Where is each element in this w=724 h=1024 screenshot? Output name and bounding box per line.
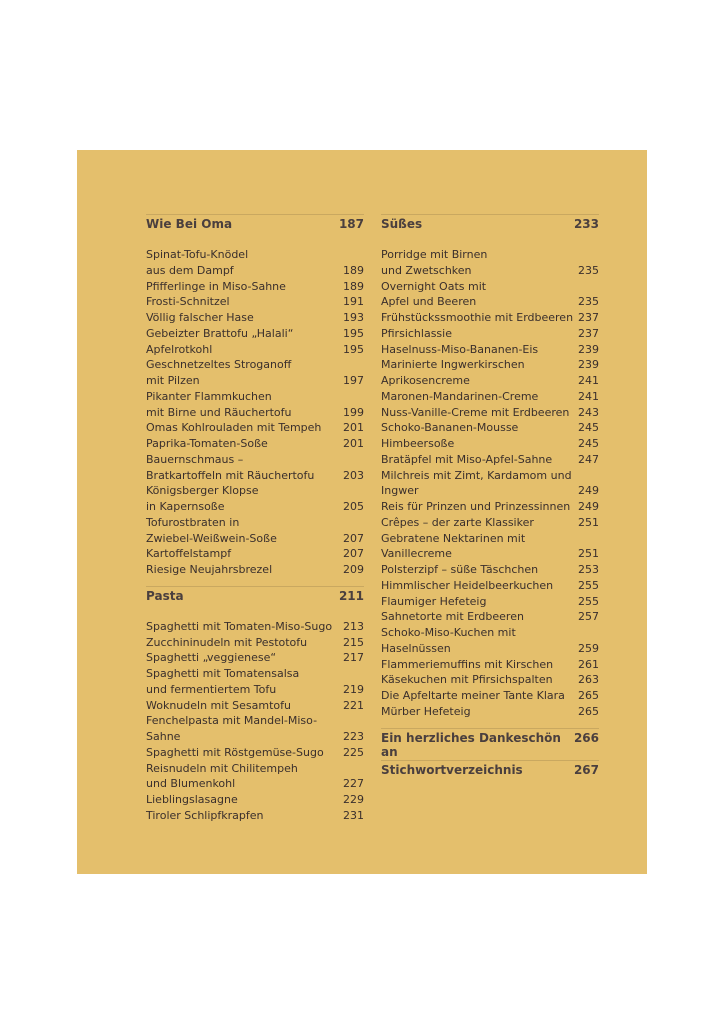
entry-title — [146, 619, 332, 635]
entry-title — [381, 657, 553, 673]
entry-title — [381, 688, 565, 704]
entry-page-number: 259 — [578, 641, 599, 655]
entry-title-line: Zucchininudeln mit Pestotofu — [146, 635, 308, 649]
section-title: Wie Bei Oma — [146, 217, 233, 231]
entry-page-number: 209 — [343, 563, 364, 576]
entry-title — [381, 672, 553, 688]
toc-entry[interactable] — [381, 688, 599, 704]
toc-entry[interactable] — [146, 294, 364, 310]
toc-section-ein-herzliches-dankescho-n-an — [381, 728, 599, 759]
entry-page-number: 201 — [343, 437, 364, 450]
entry-title — [381, 420, 518, 436]
toc-entry[interactable] — [381, 342, 599, 358]
toc-entry[interactable] — [146, 698, 364, 714]
entry-title-line: Die Apfeltarte meiner Tante Klara — [381, 689, 565, 702]
entry-title — [381, 247, 487, 279]
toc-entry[interactable] — [146, 713, 364, 745]
entry-title-line: Sahne — [146, 730, 181, 743]
entry-page-number: 239 — [578, 342, 599, 356]
toc-entry[interactable] — [146, 420, 364, 436]
section-page-number: 233 — [573, 217, 599, 231]
entry-title-line: Tofurostbraten in — [146, 515, 240, 529]
entry-page-number: 189 — [343, 263, 364, 277]
toc-entry[interactable] — [146, 389, 364, 421]
section-page-number: 211 — [338, 588, 364, 603]
toc-entry[interactable] — [381, 326, 599, 342]
entry-page-number: 207 — [343, 547, 364, 561]
entry-title-line: Spaghetti mit Tomatensalsa — [146, 667, 300, 680]
entry-page-number: 199 — [343, 405, 364, 419]
entry-title-line: Pikanter Flammkuchen — [146, 389, 272, 403]
section-heading[interactable] — [381, 728, 599, 759]
entry-page-number: 235 — [578, 295, 599, 309]
entry-title-line: Bratkartoffeln mit Räuchertofu — [146, 468, 315, 482]
entry-title — [146, 635, 307, 651]
entry-title-line: Bratäpfel mit Miso-Apfel-Sahne — [381, 452, 553, 466]
section-heading[interactable] — [146, 214, 364, 238]
entry-title — [381, 515, 534, 531]
entry-title-line: Käsekuchen mit Pfirsichspalten — [381, 673, 553, 687]
toc-entry[interactable] — [381, 420, 599, 436]
toc-entry[interactable] — [146, 761, 364, 793]
entry-title — [381, 342, 538, 358]
entry-page-number: 217 — [343, 651, 364, 665]
section-page-number: 266 — [573, 730, 599, 745]
entry-title-line: Schoko-Bananen-Mousse — [381, 421, 519, 435]
toc-entry[interactable] — [146, 635, 364, 651]
toc-entry[interactable] — [146, 436, 364, 452]
entry-title — [381, 468, 572, 500]
entry-title-line: und fermentiertem Tofu — [146, 682, 277, 696]
entry-title-line: Tiroler Schlipfkrapfen — [146, 808, 264, 822]
entry-title-line: Spaghetti mit Tomaten-Miso-Sugo — [146, 619, 333, 633]
entry-title — [381, 499, 570, 515]
entry-page-number: 245 — [578, 437, 599, 450]
toc-entry[interactable] — [381, 562, 599, 578]
entry-page-number: 227 — [343, 777, 364, 791]
entry-page-number: 207 — [343, 531, 364, 545]
toc-section-pasta — [146, 586, 364, 824]
entry-title — [381, 609, 524, 625]
entry-title — [146, 420, 321, 436]
entry-title-line: Himmlischer Heidelbeerkuchen — [381, 578, 554, 592]
section-title: Stichwortverzeichnis — [381, 762, 523, 777]
entry-page-number: 255 — [578, 594, 599, 608]
entry-title-line: Bauernschmaus – — [146, 452, 244, 466]
entry-title-line: Flammeriemuffins mit Kirschen — [381, 657, 554, 671]
toc-entry[interactable] — [381, 672, 599, 688]
entry-page-number: 231 — [343, 808, 364, 822]
entry-title-line: Frosti-Schnitzel — [146, 295, 230, 309]
toc-entry[interactable] — [146, 792, 364, 808]
toc-entry[interactable] — [146, 515, 364, 547]
entry-page-number: 213 — [343, 619, 364, 633]
entry-page-number: 241 — [578, 374, 599, 387]
entry-title-line: Haselnuss-Miso-Bananen-Eis — [381, 342, 539, 356]
entry-page-number: 247 — [578, 452, 599, 466]
toc-entry[interactable] — [146, 452, 364, 484]
toc-entry[interactable] — [381, 405, 599, 421]
toc-entry[interactable] — [381, 279, 599, 311]
toc-entry[interactable] — [146, 279, 364, 295]
entry-page-number: 265 — [578, 704, 599, 718]
entry-page-number: 197 — [343, 374, 364, 387]
entry-title-line: Lieblingslasagne — [146, 793, 238, 806]
entry-title-line: Omas Kohlrouladen mit Tempeh — [146, 421, 322, 435]
entry-page-number: 251 — [578, 515, 599, 529]
section-title: Süßes — [381, 217, 423, 231]
toc-entry[interactable] — [381, 704, 599, 720]
entry-title-line: Aprikosencreme — [381, 374, 470, 387]
toc-entry[interactable] — [381, 373, 599, 389]
toc-entry[interactable] — [381, 499, 599, 515]
toc-entry[interactable] — [381, 515, 599, 531]
entry-title-line: Crêpes – der zarte Klassiker — [381, 515, 534, 529]
toc-entry[interactable] — [381, 468, 599, 500]
entry-title — [146, 761, 298, 793]
entry-title-line: Polsterzipf – süße Täschchen — [381, 563, 539, 576]
entry-title-line: Marinierte Ingwerkirschen — [381, 358, 525, 372]
entry-title — [146, 294, 230, 310]
entry-title — [146, 436, 268, 452]
entry-page-number: 243 — [578, 405, 599, 419]
entry-title-line: Spaghetti „veggienese“ — [146, 651, 277, 665]
section-heading[interactable] — [381, 214, 599, 238]
toc-section-su-es — [381, 214, 599, 720]
entry-title-line: Sahnetorte mit Erdbeeren — [381, 610, 524, 624]
entry-title — [381, 389, 538, 405]
entry-title-line: Vanillecreme — [381, 547, 452, 561]
entry-title-line: Pfifferlinge in Miso-Sahne — [146, 279, 286, 293]
entry-page-number: 189 — [343, 279, 364, 293]
entry-title — [381, 373, 470, 389]
entry-page-number: 241 — [578, 389, 599, 403]
entry-page-number: 237 — [578, 311, 599, 324]
entry-title — [146, 279, 286, 295]
section-heading[interactable] — [381, 760, 599, 784]
entry-title — [381, 326, 452, 342]
toc-entry[interactable] — [146, 326, 364, 342]
entry-title-line: Woknudeln mit Sesamtofu — [146, 698, 291, 712]
entry-title-line: Königsberger Klopse — [146, 484, 259, 498]
toc-entry[interactable] — [146, 562, 364, 578]
entry-title-line: Fenchelpasta mit Mandel-Miso- — [146, 714, 318, 728]
entry-page-number: 229 — [343, 793, 364, 806]
section-title: Ein herzliches Dankeschön an — [381, 730, 561, 759]
entry-title — [146, 483, 258, 515]
entry-title — [146, 389, 291, 421]
entry-title-line: Zwiebel-Weißwein-Soße — [146, 531, 277, 545]
entry-title-line: und Zwetschken — [381, 263, 472, 277]
entry-title — [381, 578, 553, 594]
toc-entry[interactable] — [146, 650, 364, 666]
entry-title-line: Schoko-Miso-Kuchen mit — [381, 626, 516, 639]
toc-entry[interactable] — [381, 452, 599, 468]
entry-title — [381, 436, 454, 452]
toc-entry[interactable] — [381, 389, 599, 405]
toc-entry[interactable] — [146, 619, 364, 635]
toc-entry[interactable] — [381, 594, 599, 610]
entry-title — [146, 310, 254, 326]
toc-entry[interactable] — [381, 578, 599, 594]
entry-title-line: Riesige Neujahrsbrezel — [146, 563, 273, 576]
entry-page-number: 261 — [578, 657, 599, 671]
toc-section-stichwortverzeichnis — [381, 760, 599, 784]
entry-title — [146, 515, 277, 547]
entry-page-number: 205 — [343, 500, 364, 513]
toc-entry[interactable] — [381, 657, 599, 673]
toc-entry[interactable] — [146, 342, 364, 358]
entry-title — [381, 452, 552, 468]
entry-title — [146, 698, 291, 714]
toc-entry[interactable] — [381, 436, 599, 452]
entry-title — [381, 531, 525, 563]
toc-entry[interactable] — [146, 357, 364, 389]
entry-page-number: 223 — [343, 730, 364, 743]
toc-entry[interactable] — [146, 666, 364, 698]
entry-title-line: mit Pilzen — [146, 374, 200, 387]
entry-title-line: Reis für Prinzen und Prinzessinnen — [381, 500, 571, 513]
toc-entry[interactable] — [146, 310, 364, 326]
toc-entry[interactable] — [146, 808, 364, 824]
entry-page-number: 203 — [343, 468, 364, 482]
entry-title-line: Apfelrotkohl — [146, 342, 213, 356]
entry-title-line: Spinat-Tofu-Knödel — [146, 248, 249, 261]
toc-entry[interactable] — [146, 745, 364, 761]
entry-title — [381, 562, 538, 578]
toc-entry[interactable] — [381, 625, 599, 657]
entry-title-line: Frühstückssmoothie mit Erdbeeren — [381, 311, 574, 324]
entry-title — [381, 279, 486, 311]
entry-page-number: 253 — [578, 563, 599, 576]
entry-title — [146, 546, 231, 562]
entry-page-number: 221 — [343, 698, 364, 712]
entry-page-number: 219 — [343, 682, 364, 696]
entry-page-number: 255 — [578, 578, 599, 592]
entry-title-line: Milchreis mit Zimt, Kardamom und — [381, 468, 572, 482]
entry-title — [146, 326, 293, 342]
entry-page-number: 237 — [578, 326, 599, 340]
entry-title-line: Overnight Oats mit — [381, 279, 487, 293]
entry-page-number: 195 — [343, 326, 364, 340]
entry-title-line: Pfirsichlassie — [381, 326, 452, 340]
entry-page-number: 263 — [578, 673, 599, 687]
entry-page-number: 239 — [578, 358, 599, 372]
toc-column-right — [381, 214, 599, 792]
toc-section-wie-bei-oma — [146, 214, 364, 578]
entry-title-line: Völlig falscher Hase — [146, 311, 254, 324]
toc-entry[interactable] — [381, 357, 599, 373]
entry-title-line: Geschnetzeltes Stroganoff — [146, 358, 292, 372]
entry-title-line: Paprika-Tomaten-Soße — [146, 437, 268, 450]
entry-page-number: 195 — [343, 342, 364, 356]
entry-title — [381, 594, 486, 610]
entry-title-line: in Kapernsoße — [146, 500, 225, 513]
entry-page-number: 251 — [578, 547, 599, 561]
entry-title-line: aus dem Dampf — [146, 263, 234, 277]
entry-title-line: Apfel und Beeren — [381, 295, 477, 309]
entry-page-number: 201 — [343, 421, 364, 435]
entry-title — [146, 650, 276, 666]
entry-title — [146, 808, 264, 824]
entry-page-number: 191 — [343, 295, 364, 309]
entry-title-line: Nuss-Vanille-Creme mit Erdbeeren — [381, 405, 570, 419]
toc-entry[interactable] — [381, 609, 599, 625]
toc-entry[interactable] — [146, 546, 364, 562]
entry-title — [381, 704, 471, 720]
entry-title — [146, 713, 317, 745]
toc-panel — [77, 150, 647, 874]
entry-title-line: Gebeizter Brattofu „Halali“ — [146, 326, 294, 340]
entry-title — [381, 357, 525, 373]
entry-title — [146, 666, 299, 698]
entry-page-number: 245 — [578, 421, 599, 435]
entry-title-line: Kartoffelstampf — [146, 547, 232, 561]
entry-title-line: Himbeersoße — [381, 437, 455, 450]
entry-title — [146, 562, 272, 578]
entry-page-number: 249 — [578, 500, 599, 513]
toc-column-left — [146, 214, 364, 832]
toc-entry[interactable] — [381, 531, 599, 563]
entry-title — [146, 745, 324, 761]
entry-title-line: Porridge mit Birnen — [381, 248, 488, 261]
entry-title-line: Spaghetti mit Röstgemüse-Sugo — [146, 745, 324, 759]
entry-title-line: Gebratene Nektarinen mit — [381, 531, 526, 545]
entry-title — [146, 452, 314, 484]
entry-title — [146, 792, 238, 808]
section-page-number: 267 — [573, 762, 599, 777]
entry-title-line: Flaumiger Hefeteig — [381, 594, 487, 608]
toc-entry[interactable] — [381, 247, 599, 279]
toc-entry[interactable] — [146, 483, 364, 515]
entry-title-line: Reisnudeln mit Chilitempeh — [146, 761, 298, 775]
toc-entry[interactable] — [381, 310, 599, 326]
entry-title-line: Maronen-Mandarinen-Creme — [381, 389, 539, 403]
entry-page-number: 193 — [343, 311, 364, 324]
entry-title-line: Haselnüssen — [381, 641, 451, 655]
entry-page-number: 265 — [578, 689, 599, 702]
section-title: Pasta — [146, 588, 184, 603]
entry-page-number: 249 — [578, 484, 599, 498]
entry-page-number: 225 — [343, 745, 364, 759]
entry-page-number: 215 — [343, 635, 364, 649]
entry-title — [146, 247, 248, 279]
entry-title-line: Ingwer — [381, 484, 419, 498]
section-page-number: 187 — [338, 217, 364, 231]
entry-title — [381, 625, 516, 657]
section-heading[interactable] — [146, 586, 364, 610]
entry-title — [146, 342, 212, 358]
entry-page-number: 257 — [578, 610, 599, 624]
entry-title-line: mit Birne und Räuchertofu — [146, 405, 292, 419]
entry-title-line: und Blumenkohl — [146, 777, 236, 791]
entry-title — [381, 310, 573, 326]
entry-title-line: Mürber Hefeteig — [381, 704, 471, 718]
entry-page-number: 235 — [578, 263, 599, 277]
toc-entry[interactable] — [146, 247, 364, 279]
entry-title — [146, 357, 291, 389]
entry-title — [381, 405, 569, 421]
